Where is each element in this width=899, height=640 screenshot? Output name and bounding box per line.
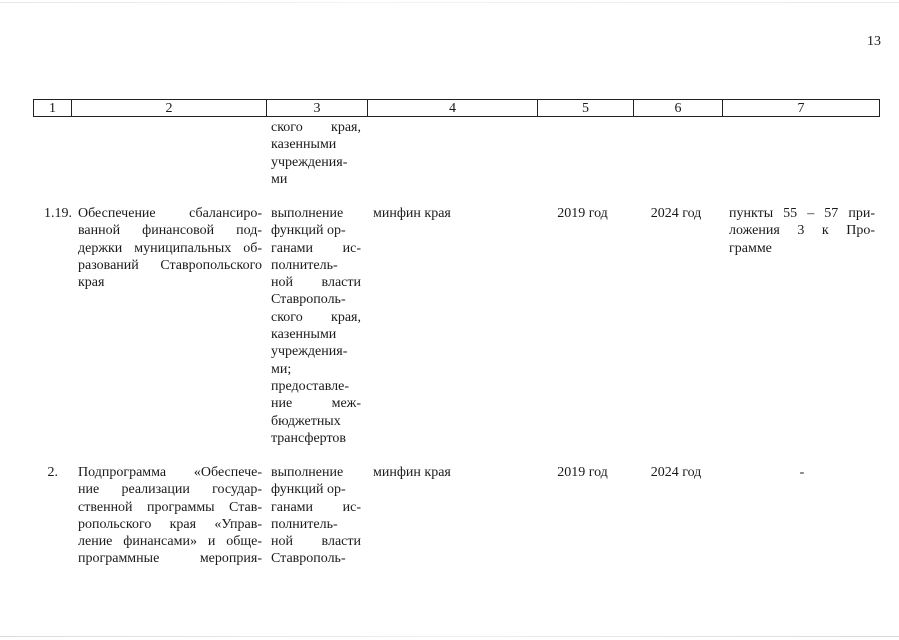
row-indicators: - bbox=[799, 465, 805, 480]
text-line: программные мероприя- bbox=[78, 551, 262, 567]
text-line: функций ор- bbox=[271, 482, 346, 498]
text-line: ной власти bbox=[271, 275, 361, 291]
row-start-year: 2019 год bbox=[557, 465, 608, 480]
scan-edge-bottom bbox=[0, 636, 899, 637]
row-end-year: 2024 год bbox=[650, 465, 702, 480]
text-line: ропольского края «Управ- bbox=[78, 516, 262, 532]
text-line: Подпрограмма «Обеспече- bbox=[78, 465, 262, 480]
text-line: ми bbox=[271, 171, 288, 187]
text-line: учреждения- bbox=[271, 344, 348, 360]
text-line: казенными bbox=[271, 137, 337, 153]
text-line: функций ор- bbox=[271, 223, 346, 239]
text-line: края bbox=[78, 275, 105, 291]
text-line: ми; bbox=[271, 361, 292, 377]
row-number: 2. bbox=[47, 465, 58, 480]
text-line: Обеспечение сбалансиро- bbox=[78, 206, 262, 221]
header-col-2: 2 bbox=[72, 100, 267, 116]
text-line: ского края, bbox=[271, 309, 361, 325]
row-description bbox=[78, 464, 262, 568]
row-responsible: минфин края bbox=[373, 465, 451, 480]
scan-edge-top bbox=[0, 2, 899, 3]
text-line: ванной финансовой под- bbox=[78, 223, 262, 239]
text-line: грамме bbox=[729, 240, 772, 256]
text-line: ганами ис- bbox=[271, 499, 361, 515]
row-end-year: 2024 год bbox=[650, 206, 702, 221]
row-start-year: 2019 год bbox=[557, 206, 608, 221]
continuation-col3 bbox=[271, 119, 361, 188]
text-line: ние реализации государ- bbox=[78, 482, 262, 498]
text-line: ложения 3 к Про- bbox=[729, 223, 875, 239]
text-line: держки муниципальных об- bbox=[78, 240, 262, 256]
header-col-7: 7 bbox=[797, 101, 805, 116]
row-description bbox=[78, 205, 262, 291]
text-line: ского края, bbox=[271, 120, 361, 135]
header-col-4: 4 bbox=[368, 100, 538, 116]
row-function bbox=[271, 464, 361, 568]
text-line: ганами ис- bbox=[271, 240, 361, 256]
header-col-5: 5 bbox=[538, 100, 634, 116]
header-col-3: 3 bbox=[267, 100, 368, 116]
text-line: учреждения- bbox=[271, 154, 348, 170]
text-line: выполнение bbox=[271, 206, 344, 221]
text-line: ственной программы Став- bbox=[78, 499, 262, 515]
text-line: ной власти bbox=[271, 534, 361, 550]
text-line: полнитель- bbox=[271, 516, 338, 532]
text-line: Ставрополь- bbox=[271, 292, 346, 308]
text-line: ние меж- bbox=[271, 396, 361, 412]
text-line: Ставрополь- bbox=[271, 551, 346, 567]
row-number: 1.19. bbox=[44, 206, 72, 221]
row-function bbox=[271, 205, 361, 447]
table-header-row bbox=[33, 99, 880, 117]
page-number: 13 bbox=[867, 34, 881, 49]
text-line: разований Ставропольского bbox=[78, 257, 262, 273]
header-col-1: 1 bbox=[34, 100, 72, 116]
text-line: предоставле- bbox=[271, 378, 349, 394]
text-line: ление финансами» и обще- bbox=[78, 534, 262, 550]
header-col-6: 6 bbox=[634, 100, 723, 116]
text-line: полнитель- bbox=[271, 257, 338, 273]
text-line: бюджетных bbox=[271, 413, 341, 429]
text-line: трансфертов bbox=[271, 430, 347, 446]
row-indicators bbox=[729, 205, 875, 257]
text-line: выполнение bbox=[271, 465, 344, 480]
text-line: пункты 55 – 57 при- bbox=[729, 206, 875, 221]
row-responsible: минфин края bbox=[373, 206, 451, 221]
text-line: казенными bbox=[271, 327, 337, 343]
